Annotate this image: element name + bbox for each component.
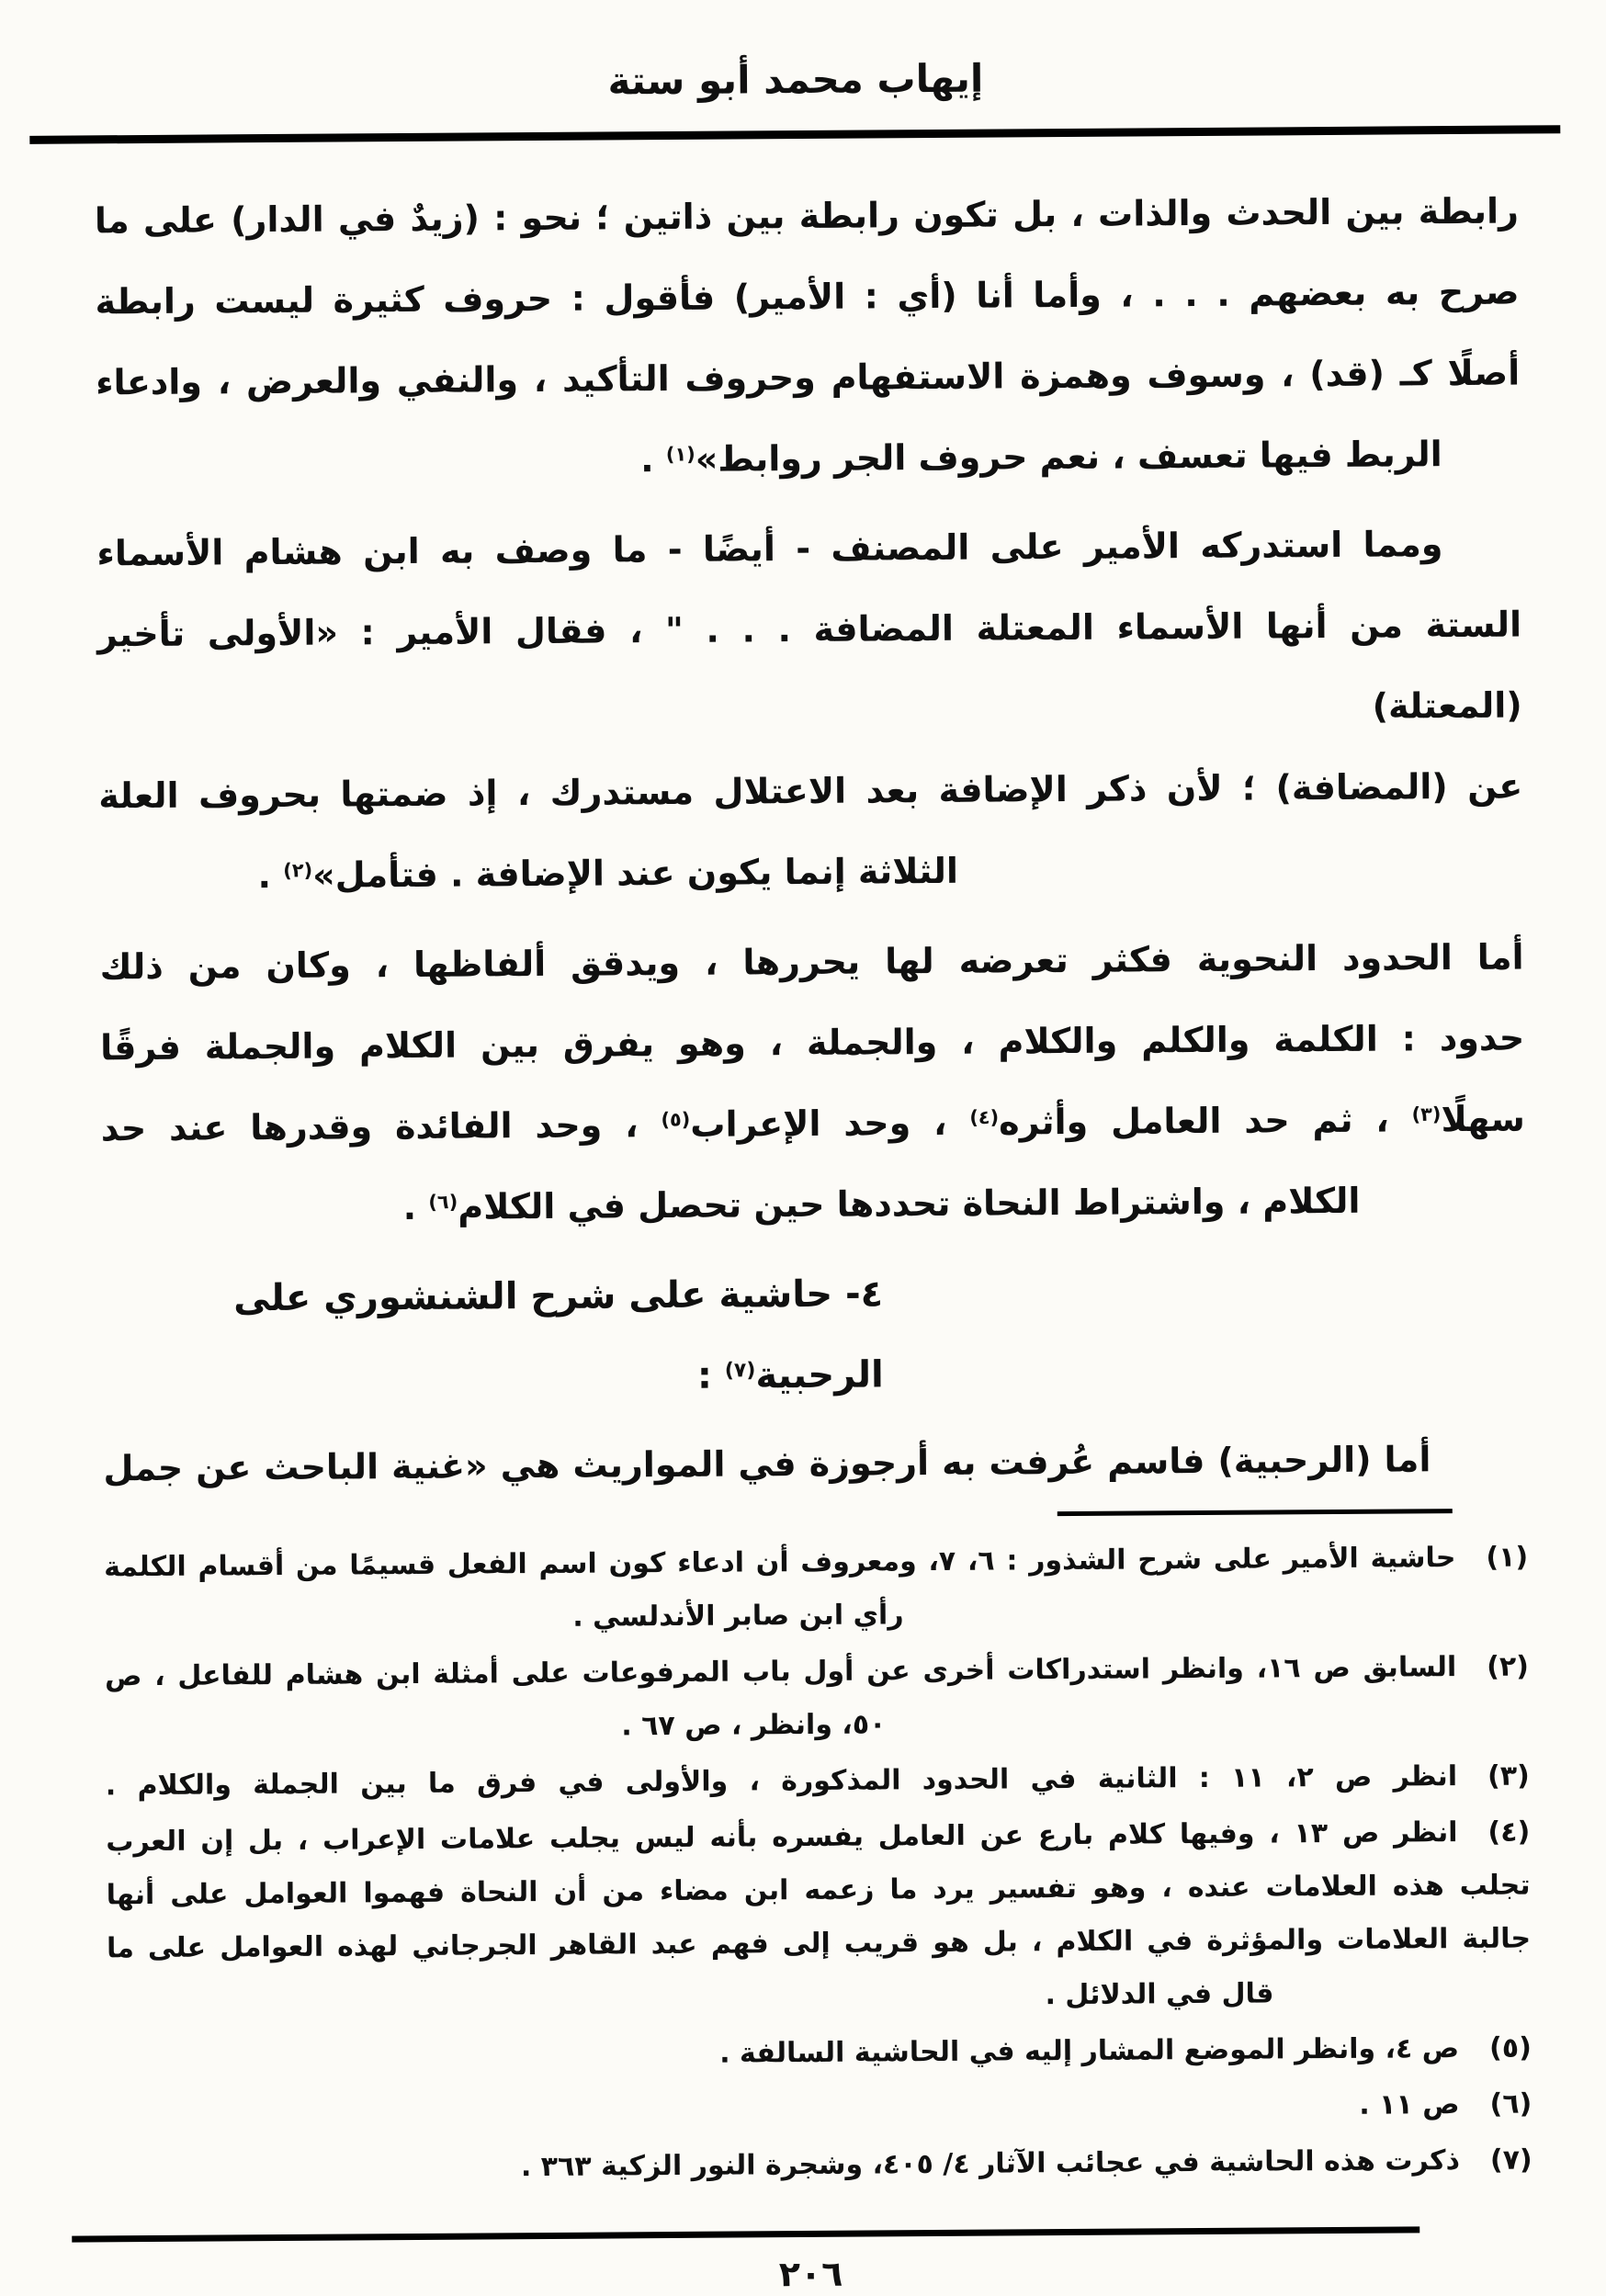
body-line: الثلاثة إنما يكون عند الإضافة . فتأمل»$^{(٢)}$ .	[257, 850, 959, 897]
footnote-number: (٥)	[1488, 2031, 1532, 2064]
footnote	[107, 2021, 1532, 2085]
footnote-number: (٢)	[1487, 1650, 1530, 1683]
page-header-author: إيهاب محمد أبو ستة	[607, 55, 984, 104]
footnote-text: السابق ص ١٦، وانظر استدراكات أخرى عن أول باب المرفوعات على أمثلة ابن هشام للفاعل ، ص	[104, 1651, 1457, 1693]
body-line: ومما استدركه الأمير على المصنف - أيضًا - ما وصف به ابن هشام الأسماء	[96, 524, 1443, 574]
footnote-line	[108, 2133, 1532, 2197]
footnote-line: جالبة العلامات والمؤثرة في الكلام ، بل هو قريب إلى فهم عبد القاهر الجرجاني لهذه العوامل على ما	[106, 1922, 1532, 1965]
footnote-number: (٦)	[1489, 2087, 1532, 2121]
footnote-line	[107, 2077, 1532, 2141]
footnote-number: (٤)	[1487, 1815, 1531, 1849]
footnote-text: انظر ص ٢، ١١ : الثانية في الحدود المذكورة ، والأولى في فرق ما بين الجملة والكلام .	[105, 1760, 1458, 1803]
body-line: أما (الرحبية) فاسم عُرفت به أرجوزة في المواريث هي «غنية الباحث عن جمل	[103, 1439, 1431, 1489]
body-line: حدود : الكلمة والكلم والكلام ، والجملة ، وهو يفرق بين الكلام والجملة فرقًا	[100, 1017, 1525, 1069]
footnote-line	[105, 1640, 1529, 1703]
header-rule	[29, 125, 1560, 144]
body-line: الكلام ، واشتراط النحاة تحددها حين تحصل في الكلام$^{(٦)}$ .	[402, 1180, 1361, 1228]
body-line: عن (المضافة) ؛ لأن ذكر الإضافة بعد الاعتلال مستدرك ، إذ ضمتها بحروف العلة	[98, 765, 1523, 817]
body-paragraph	[96, 503, 1523, 918]
footnote-line	[106, 1805, 1530, 1869]
body-line: أما الحدود النحوية فكثر تعرضه لها يحررها ، ويدقق ألفاظها ، وكان من ذلك	[99, 936, 1524, 988]
section-heading: ٤- حاشية على شرح الشنشوري على الرحبية$^{(٧)}$ :	[233, 1272, 884, 1397]
footnote-line: قال في الدلائل .	[1045, 1977, 1274, 2012]
footnote-line	[107, 2021, 1532, 2085]
footnote-number: (٣)	[1487, 1759, 1530, 1793]
footnote-text: انظر ص ١٣ ، وفيها كلام بارع عن العامل يفسره بأنه ليس يجلب علامات الإعراب ، بل إن العرب	[106, 1816, 1458, 1859]
page-number: ٢٠٦	[778, 2253, 843, 2295]
body-line: الستة من أنها الأسماء المعتلة المضافة . . . " ، فقال الأمير : «الأولى تأخير (المعتلة)	[96, 604, 1522, 727]
footnote	[107, 2077, 1532, 2141]
footnote-text: ذكرت هذه الحاشية في عجائب الآثار ٤/ ٤٠٥، وشجرة النور الزكية ٣٦٣ .	[520, 2144, 1461, 2184]
footnote-line	[106, 1749, 1530, 1813]
footnote-line: تجلب هذه العلامات عنده ، وهو تفسير يرد ما زعمه ابن مضاء من أن النحاة فهموا العوامل على أنها	[106, 1869, 1531, 1912]
body-line: أصلًا كـ (قد) ، وسوف وهمزة الاستفهام وحروف التأكيد ، والنفي والعرض ، وادعاء	[96, 352, 1521, 403]
footnote-text: ص ١١ .	[1359, 2088, 1460, 2121]
footnote-separator-rule	[1057, 1509, 1453, 1516]
footnote	[106, 1805, 1532, 2029]
body-paragraph	[95, 171, 1521, 504]
footnote-line: ٥٠، وانظر ، ص ٦٧ .	[621, 1708, 887, 1743]
footnote-text: ص ٤، وانظر الموضع المشار إليه في الحاشية السالفة .	[719, 2032, 1460, 2070]
footnote	[104, 1532, 1529, 1648]
body-line: سهلًا$^{(٣)}$ ، ثم حد العامل وأثره$^{(٤)}$ ، وحد الإعراب$^{(٥)}$ ، وحد الفائدة وقدرها عند حد	[100, 1098, 1525, 1149]
body-line: الربط فيها تعسف ، نعم حروف الجر روابط»$^{(١)}$ .	[640, 434, 1442, 481]
footer-rule	[72, 2226, 1419, 2242]
body-line: صرح به بعضهم . . . ، وأما أنا (أي : الأمير) فأقول : حروف كثيرة ليست رابطة	[95, 271, 1520, 322]
body-line: رابطة بين الحدث والذات ، بل تكون رابطة بين ذاتين ؛ نحو : (زيدٌ في الدار) على ما	[94, 190, 1520, 242]
footnote	[108, 2133, 1532, 2197]
footnote	[106, 1749, 1530, 1813]
footnote-number: (١)	[1486, 1541, 1529, 1574]
body-text	[95, 171, 1528, 1510]
body-paragraph	[99, 917, 1525, 1250]
footnote	[105, 1640, 1530, 1757]
footnote-line: رأي ابن صابر الأندلسي .	[572, 1599, 904, 1634]
footnotes-section	[104, 1532, 1532, 2198]
footnote-number: (٧)	[1489, 2143, 1532, 2177]
body-paragraph	[103, 1419, 1528, 1510]
footnote-text: حاشية الأمير على شرح الشذور : ٦، ٧، ومعروف أن ادعاء كون اسم الفعل قسيمًا من أقسام الكلمة	[104, 1542, 1456, 1584]
footnote-line	[104, 1532, 1528, 1595]
